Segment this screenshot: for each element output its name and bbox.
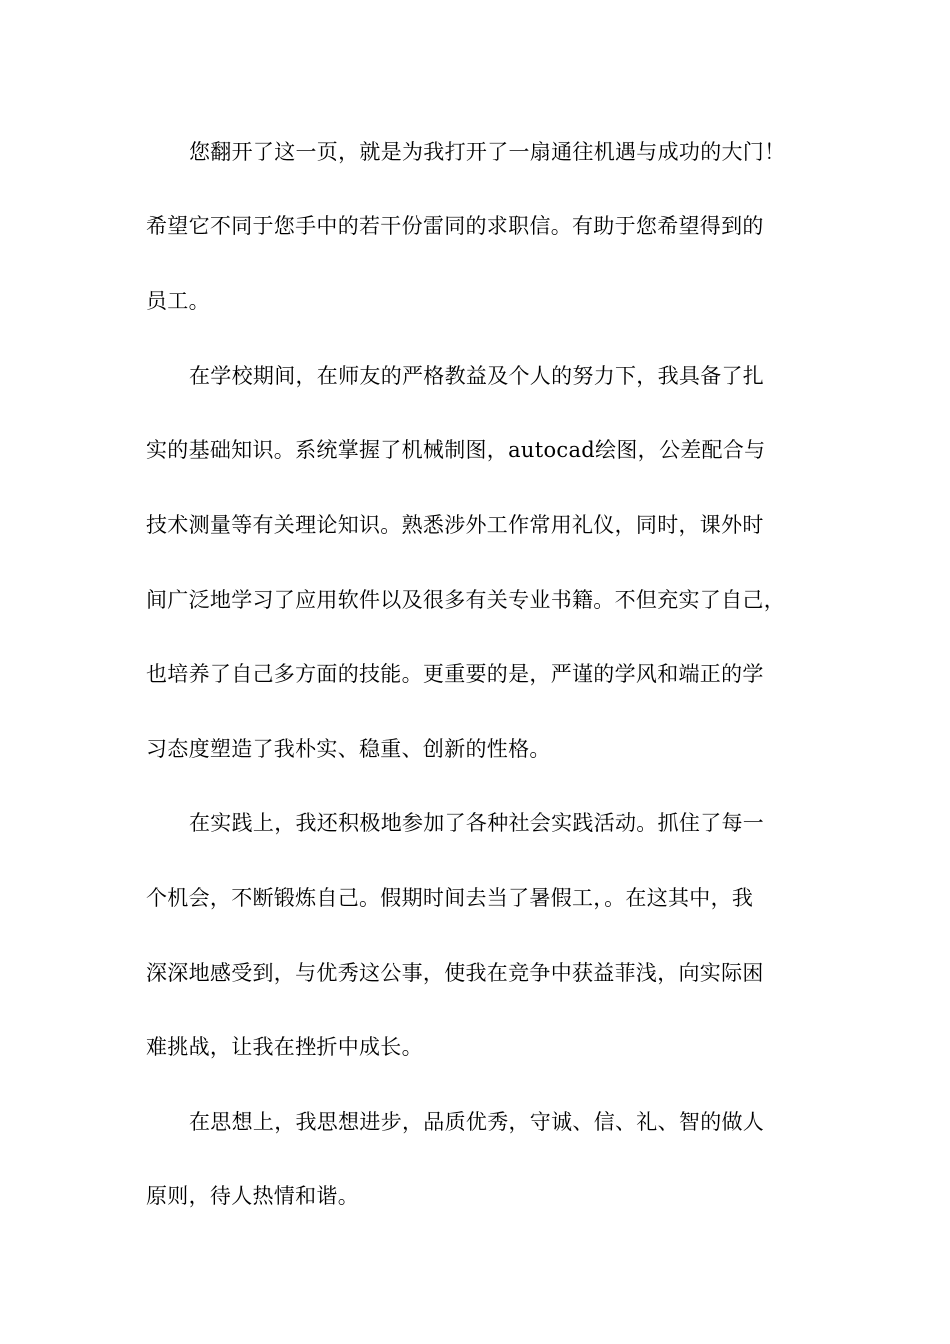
paragraph-2-line-2: 实的基础知识。系统掌握了机械制图，autocad绘图，公差配合与 [146, 438, 766, 462]
paragraph-2-line-5: 也培养了自己多方面的技能。更重要的是，严谨的学风和端正的学 [146, 662, 764, 686]
paragraph-4-line-2: 原则，待人热情和谐。 [146, 1184, 359, 1208]
paragraph-1-line-2: 希望它不同于您手中的若干份雷同的求职信。有助于您希望得到的 [146, 214, 764, 238]
paragraph-2-line-3: 技术测量等有关理论知识。熟悉涉外工作常用礼仪，同时，课外时 [146, 513, 764, 537]
paragraph-3-line-3: 深深地感受到，与优秀这公事，使我在竞争中获益菲浅，向实际困 [146, 961, 764, 985]
paragraph-3-line-1: 在实践上，我还积极地参加了各种社会实践活动。抓住了每一 [189, 811, 765, 835]
paragraph-2-line-1: 在学校期间，在师友的严格教益及个人的努力下，我具备了扎 [189, 364, 765, 388]
paragraph-2-line-6: 习态度塑造了我朴实、稳重、创新的性格。 [146, 737, 551, 761]
paragraph-2-line-4: 间广泛地学习了应用软件以及很多有关专业书籍。不但充实了自己， [146, 588, 785, 612]
paragraph-1-line-1: 您翻开了这一页，就是为我打开了一扇通往机遇与成功的大门！ [189, 140, 786, 164]
paragraph-1-line-3: 员工。 [146, 289, 210, 313]
paragraph-3-line-2: 个机会，不断锻炼自己。假期时间去当了暑假工，。在这其中，我 [146, 886, 754, 910]
paragraph-4-line-1: 在思想上，我思想进步，品质优秀，守诚、信、礼、智的做人 [189, 1110, 765, 1134]
paragraph-3-line-4: 难挑战，让我在挫折中成长。 [146, 1035, 423, 1059]
